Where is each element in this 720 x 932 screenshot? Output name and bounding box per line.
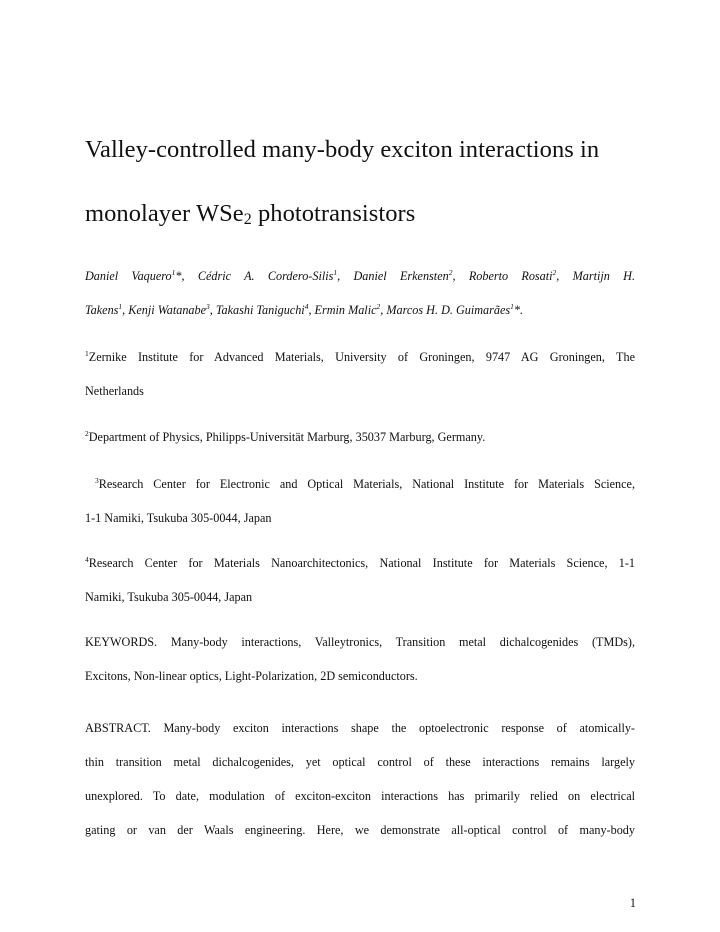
- abstract: [85, 711, 635, 847]
- affiliation-text: Zernike Institute for Advanced Materials, University of Groningen, 9747 AG Groningen, The: [88, 350, 635, 364]
- author-name: Cédric A. Cordero-Silis: [197, 269, 334, 283]
- abstract-line: unexplored. To date, modulation of exciton-exciton interactions has primarily relied on electrical: [85, 789, 635, 803]
- affiliation-text: Netherlands: [85, 384, 144, 398]
- affiliation-text: 1-1 Namiki, Tsukuba 305-0044, Japan: [85, 511, 272, 525]
- title-line-2: [85, 182, 635, 246]
- author-affiliation-mark: 2: [376, 301, 381, 311]
- affiliation-4: [85, 546, 635, 614]
- page-number: 1: [629, 896, 636, 910]
- author-affiliation-mark: 1: [171, 267, 176, 277]
- author-name: Daniel Erkensten: [353, 269, 449, 283]
- author-name: Kenji Watanabe: [128, 303, 207, 317]
- author-name: Roberto Rosati: [468, 269, 553, 283]
- affiliation-mark: 4: [85, 554, 89, 564]
- author-affiliation-mark: 3: [206, 301, 210, 311]
- title-line-2-pre: monolayer WSe: [85, 200, 244, 227]
- author-affiliation-mark: 2: [448, 267, 453, 277]
- keywords: [85, 625, 635, 693]
- paper-title: [85, 118, 635, 246]
- author-name: Marcos H. D. Guimarães: [386, 303, 511, 317]
- author-affiliation-mark: 1: [333, 267, 338, 277]
- affiliation-text: Research Center for Electronic and Optical Materials, National Institute for Materials Science,: [98, 477, 636, 491]
- author-line-2: Takens$^1$, Kenji Watanabe$^3$, Takashi Taniguchi$^4$, Ermin Malic$^2$, Marcos H. D. Guimarães$^1$*.: [85, 301, 524, 317]
- author-name: Takashi Taniguchi: [215, 303, 305, 317]
- author-affiliation-mark: 2: [552, 267, 557, 277]
- abstract-line: ABSTRACT. Many-body exciton interactions shape the optoelectronic response of atomically-: [85, 721, 635, 735]
- affiliation-3: [85, 467, 635, 535]
- author-name: Daniel Vaquero: [85, 269, 172, 283]
- affiliation-mark: 1: [85, 348, 89, 358]
- title-subscript: 2: [243, 211, 252, 228]
- abstract-line: gating or van der Waals engineering. Here, we demonstrate all-optical control of many-body: [85, 823, 635, 837]
- abstract-line: thin transition metal dichalcogenides, yet optical control of these interactions remains largely: [85, 755, 635, 769]
- author-name: Martijn H.: [572, 269, 636, 283]
- author-affiliation-mark: 1: [118, 301, 123, 311]
- author-line-1: Daniel Vaquero$^1$*, Cédric A. Cordero-Silis$^1$, Daniel Erkensten$^2$, Roberto Rosati$^2$, Martijn H.: [85, 267, 636, 283]
- affiliation-text: Department of Physics, Philipps-Universität Marburg, 35037 Marburg, Germany.: [88, 430, 486, 444]
- author-affiliation-mark: 1: [510, 301, 514, 311]
- affiliation-text: Namiki, Tsukuba 305-0044, Japan: [85, 590, 253, 604]
- affiliation-1: [85, 340, 635, 408]
- title-line-2-post: phototransistors: [251, 200, 416, 227]
- author-list: [85, 259, 635, 327]
- author-name: Ermin Malic: [314, 303, 377, 317]
- author-affiliation-mark: 4: [304, 301, 309, 311]
- affiliation-2: [85, 420, 635, 454]
- affiliation-text: Research Center for Materials Nanoarchitectonics, National Institute for Materials Science, 1-1: [88, 556, 635, 570]
- affiliation-mark: 3: [94, 475, 99, 485]
- keywords-line: Excitons, Non-linear optics, Light-Polarization, 2D semiconductors.: [85, 669, 418, 683]
- title-line-1: Valley-controlled many-body exciton interactions in: [85, 136, 600, 163]
- affiliation-mark: 2: [85, 428, 89, 438]
- author-name: Takens: [85, 303, 119, 317]
- keywords-line: KEYWORDS. Many-body interactions, Valleytronics, Transition metal dichalcogenides (TMDs),: [85, 635, 635, 649]
